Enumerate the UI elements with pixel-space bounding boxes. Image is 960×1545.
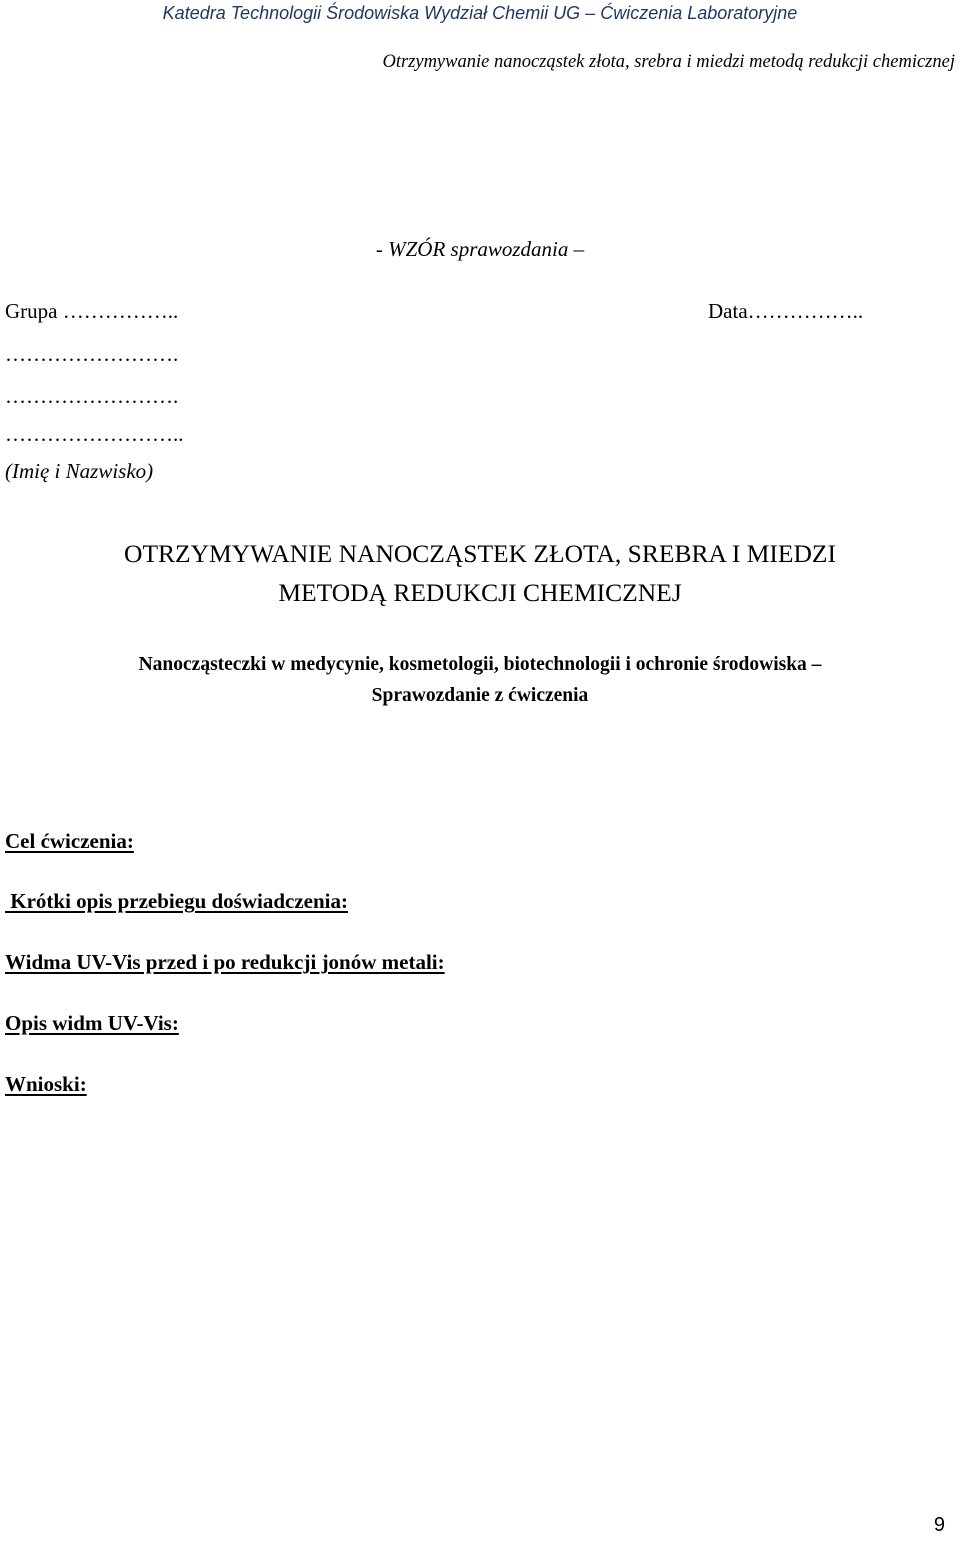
report-subtitle-line-1: Nanocząsteczki w medycynie, kosmetologii, biotechnologii i ochronie środowiska – (138, 654, 822, 675)
group-field: Grupa …………….. (5, 299, 179, 323)
section-heading-goal: Cel ćwiczenia: (5, 829, 134, 853)
report-title-line-2: METODĄ REDUKCJI CHEMICZNEJ (278, 578, 682, 607)
template-label: - WZÓR sprawozdania – (375, 237, 585, 261)
section-heading-conclusions: Wnioski: (5, 1072, 87, 1096)
running-header-topic: Otrzymywanie nanocząstek złota, srebra i miedzi metodą redukcji chemicznej (382, 52, 955, 72)
name-blank-line: ……………………. (5, 342, 179, 366)
running-header-institution: Katedra Technologii Środowiska Wydział Chemii UG – Ćwiczenia Laboratoryjne (162, 3, 798, 23)
name-field-label: (Imię i Nazwisko) (5, 459, 154, 483)
name-blank-line: …………………….. (5, 422, 184, 446)
report-subtitle-line-2: Sprawozdanie z ćwiczenia (371, 685, 589, 706)
section-heading-uv-vis-spectra: Widma UV-Vis przed i po redukcji jonów metali: (5, 950, 445, 974)
name-blank-line: ……………………. (5, 384, 179, 408)
report-title-line-1: OTRZYMYWANIE NANOCZĄSTEK ZŁOTA, SREBRA I MIEDZI (124, 539, 836, 568)
page-number: 9 (933, 1514, 945, 1536)
section-heading-procedure: Krótki opis przebiegu doświadczenia: (5, 889, 349, 913)
section-heading-spectra-description: Opis widm UV-Vis: (5, 1011, 179, 1035)
date-field: Data…………….. (708, 299, 864, 323)
